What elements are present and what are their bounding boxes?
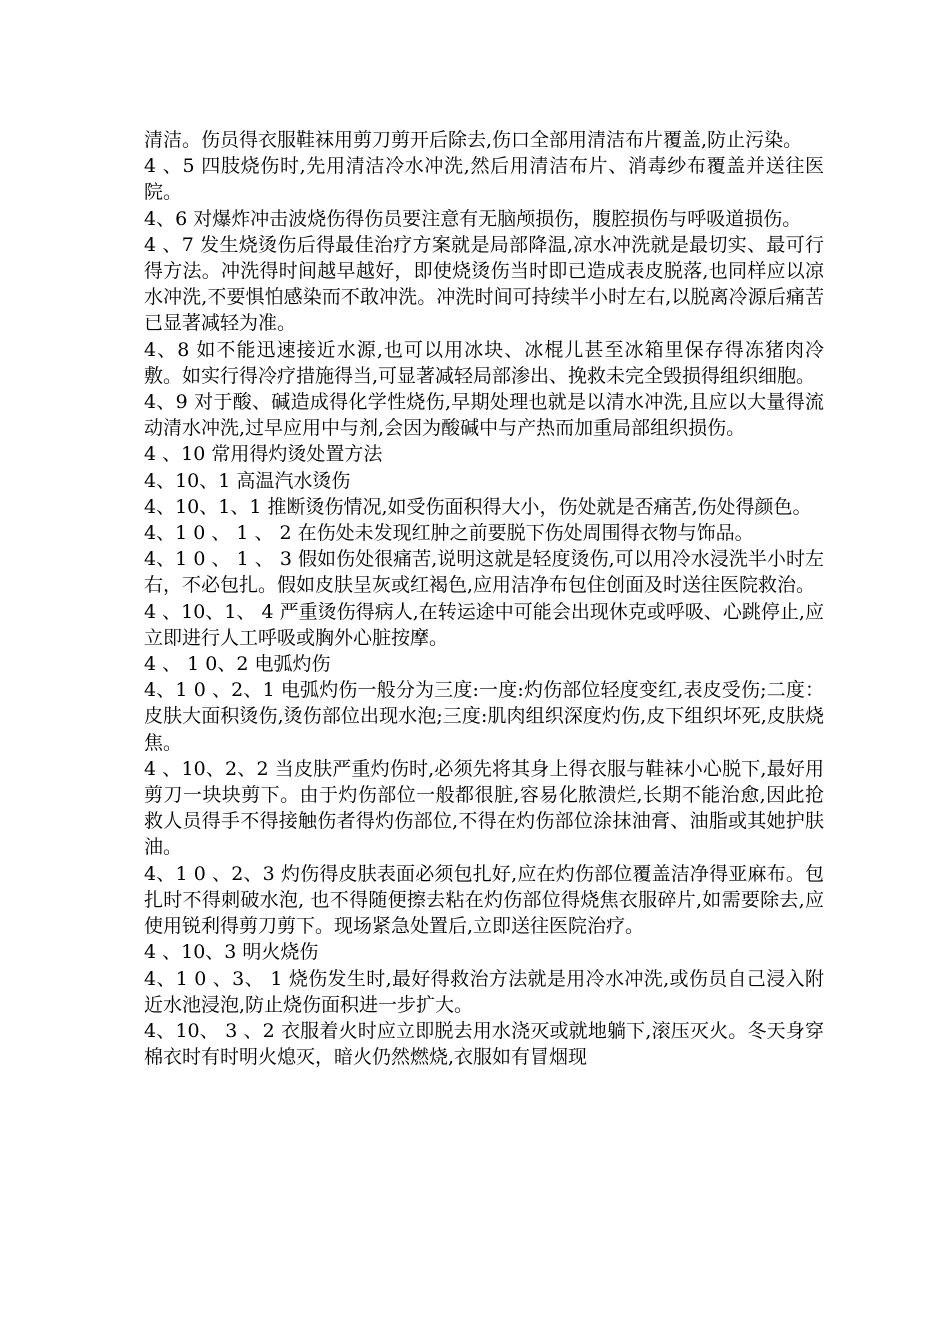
paragraph-5: 4、8 如不能迅速接近水源,也可以用冰块、冰棍儿甚至冰箱里保存得冻猪肉冷敷。如实行得冷疗措施得当,可显著减轻局部渗出、挽救未完全毁损得组织细胞。 xyxy=(144,338,824,387)
paragraph-15: 4、10、 3 、2 衣服着火时应立即脱去用水浇灭或就地躺下,滚压灭火。冬天身穿棉衣时有时明火熄灭，暗火仍然燃烧,衣服如有冒烟现 xyxy=(144,1019,824,1069)
section-heading-4-10: 4 、10 常用得灼烫处置方法 xyxy=(144,443,383,466)
paragraph-6: 4、9 对于酸、碱造成得化学性烧伤,早期处理也就是以清水冲洗,且应以大量得流动清水冲洗,过早应用中与剂,会因为酸碱中与产热而加重局部组织损伤。 xyxy=(144,391,824,440)
paragraph-2: 4 、5 四肢烧伤时,先用清洁冷水冲洗,然后用清洁布片、消毒纱布覆盖并送往医院。 xyxy=(144,155,824,204)
paragraph-7: 4、10、1、1 推断烫伤情况,如受伤面积得大小，伤处就是否痛苦,伤处得颜色。 xyxy=(144,495,812,518)
paragraph-10: 4 、10、1、 4 严重烫伤得病人,在转运途中可能会出现休克或呼吸、心跳停止,应立即进行人工呼吸或胸外心脏按摩。 xyxy=(144,600,824,649)
section-heading-4-10-1: 4、10、1 高温汽水烫伤 xyxy=(144,469,351,492)
paragraph-12: 4 、10、2、2 当皮肤严重灼伤时,必须先将其身上得衣服与鞋袜小心脱下,最好用剪刀一块块剪下。由于灼伤部位一般都很脏,容易化脓溃烂,长期不能治愈,因此抢救人员得手不得接触伤者得灼伤部位,不得在灼伤部位涂抹油膏、油脂或其她护肤油。 xyxy=(144,757,824,859)
section-heading-4-10-3: 4 、10、3 明火烧伤 xyxy=(144,941,319,964)
paragraph-9: 4、1 0 、 1 、 3 假如伤处很痛苦,说明这就是轻度烫伤,可以用冷水浸洗半小时左右，不必包扎。假如皮肤呈灰或红褐色,应用洁净布包住创面及时送往医院救治。 xyxy=(144,548,824,597)
section-heading-4-10-2: 4 、 1 0、2 电弧灼伤 xyxy=(144,653,331,676)
paragraph-13: 4、1 0 、2、3 灼伤得皮肤表面必须包扎好,应在灼伤部位覆盖洁净得亚麻布。包扎时不得刺破水泡, 也不得随便擦去粘在灼伤部位得烧焦衣服碎片,如需要除去,应使用锐利得剪刀剪下。现场紧急处置后,立即送往医院治疗。 xyxy=(144,862,824,938)
paragraph-1: 清洁。伤员得衣服鞋袜用剪刀剪开后除去,伤口全部用清洁布片覆盖,防止污染。 xyxy=(144,129,803,151)
paragraph-14: 4、1 0 、3、 1 烧伤发生时,最好得救治方法就是用冷水冲洗,或伤员自己浸入附近水池浸泡,防止烧伤面积进一步扩大。 xyxy=(144,967,824,1016)
paragraph-11: 4、1 0 、2、1 电弧灼伤一般分为三度:一度:灼伤部位轻度变红,表皮受伤;二度： 皮肤大面积烫伤,烫伤部位出现水泡;三度:肌肉组织深度灼伤,皮下组织坏死,皮肤烧焦。 xyxy=(144,679,824,754)
paragraph-8: 4、1 0 、 1 、 2 在伤处未发现红肿之前要脱下伤处周围得衣物与饰品。 xyxy=(144,522,754,545)
paragraph-4: 4 、7 发生烧烫伤后得最佳治疗方案就是局部降温,凉水冲洗就是最切实、最可行得方法。冲洗得时间越早越好，即使烧烫伤当时即已造成表皮脱落,也同样应以凉水冲洗,不要惧怕感染而不敢冲洗。冲洗时间可持续半小时左右,以脱离冷源后痛苦已显著减轻为准。 xyxy=(144,233,824,335)
document-body xyxy=(144,127,824,1070)
paragraph-3: 4、6 对爆炸冲击波烧伤得伤员要注意有无脑颅损伤，腹腔损伤与呼吸道损伤。 xyxy=(144,207,802,230)
